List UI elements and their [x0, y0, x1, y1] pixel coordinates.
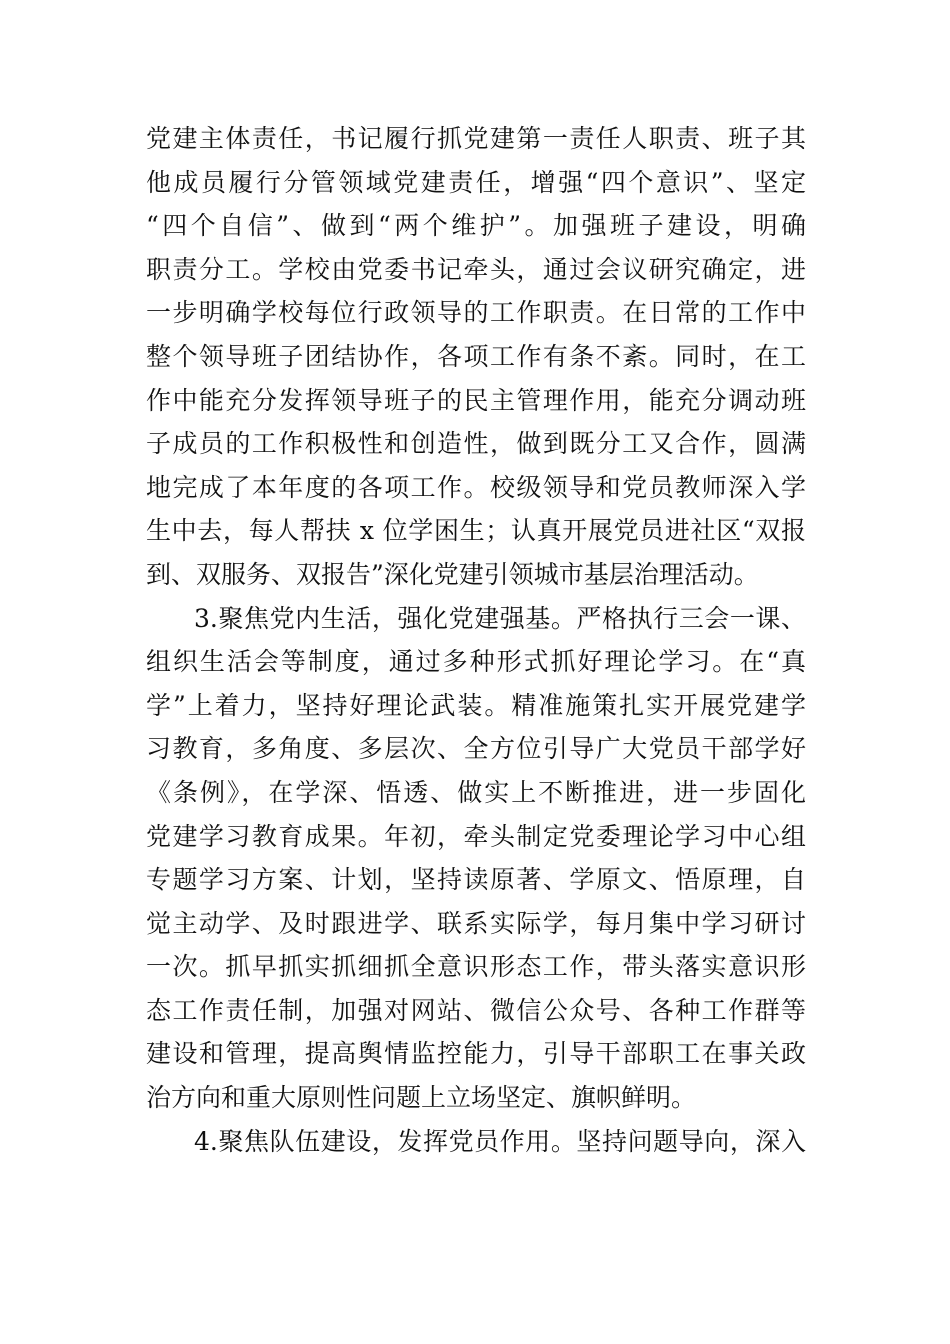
text-line: 作中能充分发挥领导班子的民主管理作用，能充分调动班	[146, 385, 806, 415]
text-line: 治方向和重大原则性问题上立场坚定、旗帜鲜明。	[146, 1083, 697, 1113]
text-line: “四个自信”、做到“两个维护”。加强班子建设，明确	[146, 211, 806, 241]
document-body-text	[146, 117, 806, 1163]
text-line: 生中去，每人帮扶 x 位学困生；认真开展党员进社区“双报	[146, 516, 806, 546]
text-line: 建设和管理，提高舆情监控能力，引导干部职工在事关政	[146, 1039, 806, 1069]
text-line: 组织生活会等制度，通过多种形式抓好理论学习。在“真	[146, 647, 806, 677]
text-line: 子成员的工作积极性和创造性，做到既分工又合作，圆满	[146, 429, 806, 459]
text-line: 整个领导班子团结协作，各项工作有条不紊。同时，在工	[146, 341, 806, 371]
text-line: 觉主动学、及时跟进学、联系实际学，每月集中学习研讨	[146, 908, 806, 938]
text-line: 党建学习教育成果。年初，牵头制定党委理论学习中心组	[146, 821, 806, 851]
text-line: 一次。抓早抓实抓细抓全意识形态工作，带头落实意识形	[146, 952, 806, 982]
text-line: 一步明确学校每位行政领导的工作职责。在日常的工作中	[146, 298, 806, 328]
text-line: 专题学习方案、计划，坚持读原著、学原文、悟原理，自	[146, 865, 806, 895]
paragraph-heading-3: 3.聚焦党内生活，强化党建强基。严格执行三会一课、	[194, 603, 806, 633]
text-line: 党建主体责任，书记履行抓党建第一责任人职责、班子其	[146, 124, 806, 153]
text-line: 《条例》，在学深、悟透、做实上不断推进，进一步固化	[146, 777, 806, 807]
text-line: 习教育，多角度、多层次、全方位引导广大党员干部学好	[146, 734, 806, 764]
text-line: 职责分工。学校由党委书记牵头，通过会议研究确定，进	[146, 254, 806, 284]
text-line: 他成员履行分管领域党建责任，增强“四个意识”、坚定	[146, 167, 806, 197]
text-line: 地完成了本年度的各项工作。校级领导和党员教师深入学	[146, 472, 806, 502]
text-line: 到、双服务、双报告”深化党建引领城市基层治理活动。	[146, 559, 759, 589]
text-line: 态工作责任制，加强对网站、微信公众号、各种工作群等	[146, 995, 806, 1025]
paragraph-heading-4: 4.聚焦队伍建设，发挥党员作用。坚持问题导向，深入	[194, 1126, 806, 1156]
text-line: 学”上着力，坚持好理论武装。精准施策扎实开展党建学	[146, 690, 806, 720]
